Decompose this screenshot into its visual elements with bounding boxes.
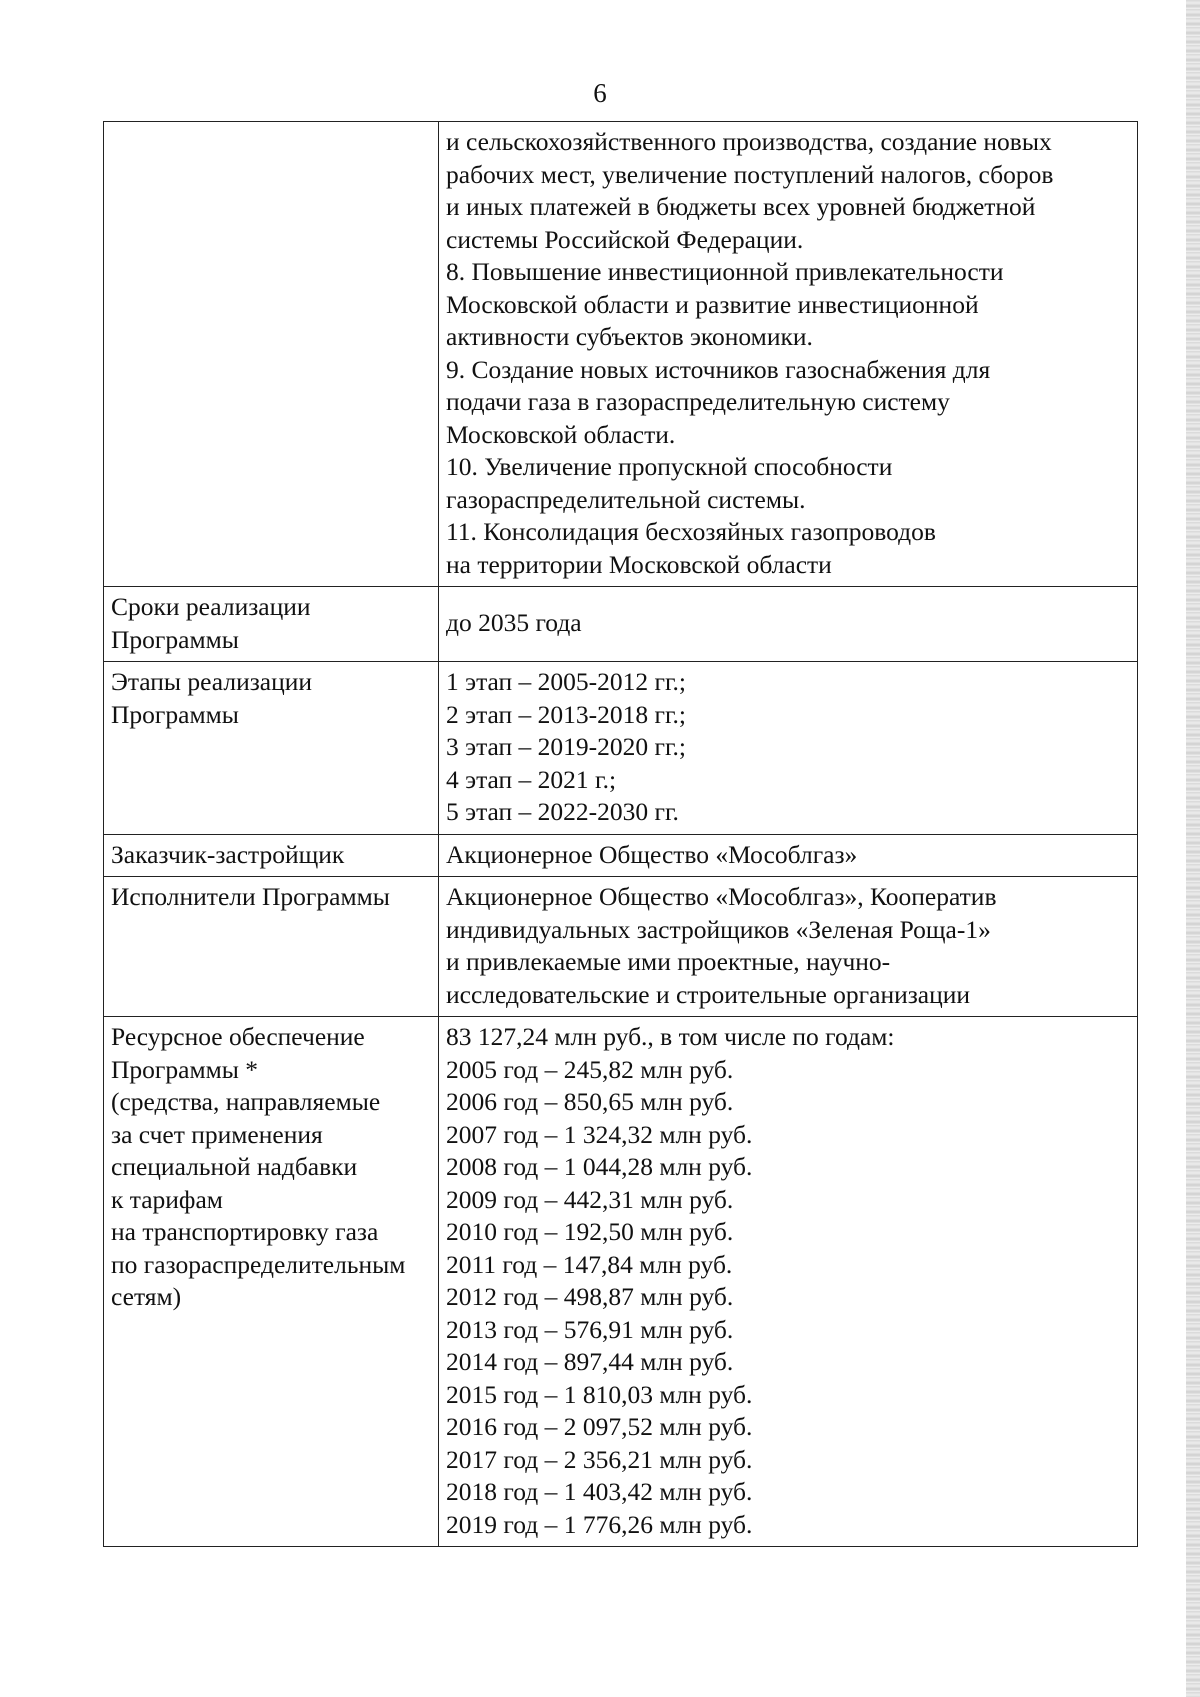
text-line: и сельскохозяйственного производства, создание новых (446, 127, 1052, 156)
text-line: 2014 год – 897,44 млн руб. (446, 1347, 734, 1376)
text-line: подачи газа в газораспределительную систему (446, 387, 950, 416)
label-line: по газораспределительным (111, 1249, 406, 1279)
row-value (439, 877, 1138, 1017)
label-line: за счет применения (111, 1119, 323, 1149)
label-line: Сроки реализации (111, 592, 311, 621)
text-line: 3 этап – 2019-2020 гг.; (446, 732, 687, 761)
label-line: Программы (111, 699, 239, 729)
label-line: к тарифам (111, 1184, 223, 1214)
table-row-goals-continued (104, 122, 1138, 587)
text-line: 2012 год – 498,87 млн руб. (446, 1282, 734, 1311)
label-line: на транспортировку газа (111, 1217, 379, 1246)
scan-edge-shadow (1186, 0, 1200, 1697)
label-line: Исполнители Программы (111, 882, 390, 911)
text-line: 2019 год – 1 776,26 млн руб. (446, 1509, 753, 1539)
text-line: 2011 год – 147,84 млн руб. (446, 1249, 733, 1279)
row-label (104, 587, 439, 662)
label-line: Программы * (111, 1054, 258, 1084)
text-line: рабочих мест, увеличение поступлений налогов, сборов (446, 159, 1054, 189)
text-line: и привлекаемые ими проектные, научно- (446, 947, 891, 976)
row-value (439, 122, 1138, 587)
text-line: 2013 год – 576,91 млн руб. (446, 1314, 734, 1344)
text-line: 2007 год – 1 324,32 млн руб. (446, 1119, 753, 1149)
text-line: 2 этап – 2013-2018 гг.; (446, 699, 687, 729)
text-line: на территории Московской области (446, 549, 832, 579)
text-line: Акционерное Общество «Мособлгаз», Кооператив (446, 882, 997, 911)
text-line: системы Российской Федерации. (446, 224, 804, 254)
row-label (104, 877, 439, 1017)
label-line: сетям) (111, 1282, 182, 1311)
table-row-implementation-period (104, 587, 1138, 662)
label-line: Ресурсное обеспечение (111, 1022, 365, 1051)
text-line: индивидуальных застройщиков «Зеленая Роща-1» (446, 914, 991, 944)
table-row-funding (104, 1017, 1138, 1547)
program-passport-table (103, 121, 1138, 1547)
label-line: Этапы реализации (111, 667, 313, 696)
row-value (439, 1017, 1138, 1547)
text-line: 2017 год – 2 356,21 млн руб. (446, 1444, 753, 1474)
row-label (104, 1017, 439, 1547)
text-line: 5 этап – 2022-2030 гг. (446, 797, 679, 826)
text-line: Акционерное Общество «Мособлгаз» (446, 839, 858, 869)
text-line: 2010 год – 192,50 млн руб. (446, 1217, 734, 1246)
text-line: газораспределительной системы. (446, 484, 806, 514)
text-line: 1 этап – 2005-2012 гг.; (446, 667, 687, 696)
row-label (104, 834, 439, 877)
text-line: 2005 год – 245,82 млн руб. (446, 1054, 734, 1084)
text-line: 2006 год – 850,65 млн руб. (446, 1087, 734, 1116)
text-line: исследовательские и строительные организации (446, 979, 971, 1009)
text-line: 4 этап – 2021 г.; (446, 764, 617, 794)
page-number: 6 (593, 78, 607, 108)
text-line: 9. Создание новых источников газоснабжения для (446, 354, 991, 384)
row-value (439, 587, 1138, 662)
text-line: 11. Консолидация бесхозяйных газопроводов (446, 517, 936, 546)
label-line: Заказчик-застройщик (111, 839, 345, 869)
table-row-stages (104, 662, 1138, 835)
text-line: 2018 год – 1 403,42 млн руб. (446, 1477, 753, 1506)
text-line: 8. Повышение инвестиционной привлекательности (446, 257, 1004, 286)
row-label (104, 662, 439, 835)
text-line: и иных платежей в бюджеты всех уровней бюджетной (446, 192, 1036, 221)
text-line: 10. Увеличение пропускной способности (446, 452, 893, 481)
text-line: Московской области и развитие инвестиционной (446, 289, 979, 319)
table-row-executors (104, 877, 1138, 1017)
text-line: 2009 год – 442,31 млн руб. (446, 1184, 734, 1214)
text-line: Московской области. (446, 419, 676, 449)
label-line: (средства, направляемые (111, 1087, 381, 1116)
label-line: специальной надбавки (111, 1152, 358, 1181)
text-line: 83 127,24 млн руб., в том числе по годам: (446, 1022, 895, 1051)
text-line: 2015 год – 1 810,03 млн руб. (446, 1379, 753, 1409)
text-line: активности субъектов экономики. (446, 322, 813, 351)
table-row-customer (104, 834, 1138, 877)
text-line: до 2035 года (446, 608, 582, 638)
row-label (104, 122, 439, 587)
text-line: 2016 год – 2 097,52 млн руб. (446, 1412, 753, 1441)
row-value (439, 834, 1138, 877)
text-line: 2008 год – 1 044,28 млн руб. (446, 1152, 753, 1181)
row-value (439, 662, 1138, 835)
label-line: Программы (111, 624, 239, 654)
